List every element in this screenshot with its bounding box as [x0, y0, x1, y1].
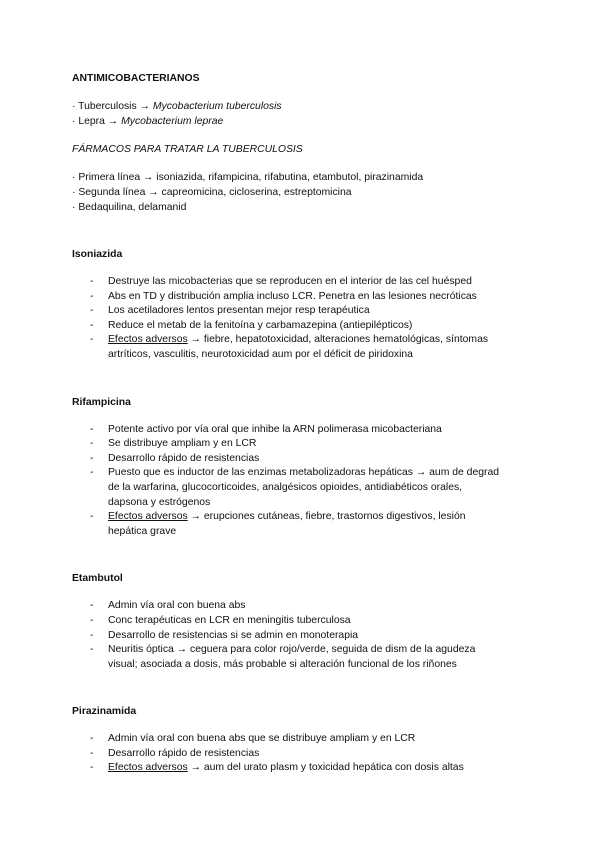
item-text: Se distribuye ampliam y en LCR	[108, 438, 257, 450]
list-item	[72, 466, 532, 510]
list-item	[72, 275, 532, 290]
effects-label: Efectos adversos	[108, 762, 188, 774]
dash-bullet: -	[90, 452, 94, 464]
list-item	[72, 599, 532, 614]
organism-line-tuberculosis	[72, 99, 532, 114]
organism-prefix: · Lepra →	[72, 116, 122, 127]
item-text: → aum del urato plasm y toxicidad hepática con dosis altas	[187, 762, 464, 774]
drug-heading-pirazinamida: Pirazinamida	[72, 706, 137, 718]
dash-bullet: -	[90, 644, 94, 656]
list-item	[72, 304, 532, 319]
effects-label: Efectos adversos	[108, 511, 188, 523]
item-text-cont: visual; asociada a dosis, más probable si alteración funcional de los riñones	[108, 658, 457, 670]
drug-list-rifampicina	[72, 423, 532, 540]
dash-bullet: -	[90, 276, 94, 287]
list-item	[72, 319, 532, 334]
item-text: Desarrollo rápido de resistencias	[108, 747, 260, 759]
list-item	[72, 761, 532, 776]
drug-heading-isoniazida: Isoniazida	[72, 249, 123, 260]
list-item	[72, 614, 532, 629]
item-text: Reduce el metab de la fenitoína y carbamazepina (antiepilépticos)	[108, 319, 413, 331]
section-subtitle: FÁRMACOS PARA TRATAR LA TUBERCULOSIS	[72, 144, 303, 155]
item-text: Destruye las micobacterias que se reproducen en el interior de las cel huésped	[108, 276, 472, 287]
dash-bullet: -	[90, 423, 94, 435]
organism-line-lepra	[72, 114, 532, 129]
dash-bullet: -	[90, 319, 94, 331]
item-text: Abs en TD y distribución amplia incluso LCR. Penetra en las lesiones necróticas	[108, 290, 477, 302]
organism-name: Mycobacterium tuberculosis	[152, 101, 282, 112]
dash-bullet: -	[90, 511, 94, 523]
item-text: Desarrollo rápido de resistencias	[108, 452, 260, 464]
item-text: Admin vía oral con buena abs	[108, 600, 246, 612]
drug-heading-rifampicina: Rifampicina	[72, 396, 131, 408]
list-item	[72, 437, 532, 452]
item-text-cont: de la warfarina, glucocorticoides, analgésicos opioides, antidiabéticos orales,	[108, 481, 463, 493]
drug-list-etambutol	[72, 599, 532, 672]
drug-list-isoniazida	[72, 275, 532, 363]
drug-list-pirazinamida	[72, 732, 532, 776]
item-text-cont: dapsona y estrógenos	[108, 496, 211, 508]
item-text: Potente activo por vía oral que inhibe la ARN polimerasa micobacteriana	[108, 423, 442, 435]
drug-line-first: · Primera línea → isoniazida, rifampicina, rifabutina, etambutol, pirazinamida	[72, 172, 424, 183]
dash-bullet: -	[90, 438, 94, 450]
document-title: ANTIMICOBACTERIANOS	[72, 73, 200, 84]
drug-line-other: · Bedaquilina, delamanid	[72, 202, 187, 213]
dash-bullet: -	[90, 305, 94, 317]
organism-name: Mycobacterium leprae	[121, 116, 224, 127]
item-text: Los acetiladores lentos presentan mejor resp terapéutica	[108, 305, 370, 317]
dash-bullet: -	[90, 614, 94, 626]
item-text-cont: artríticos, vasculitis, neurotoxicidad aum por el déficit de piridoxina	[108, 348, 413, 360]
dash-bullet: -	[90, 747, 94, 759]
list-item	[72, 290, 532, 305]
dash-bullet: -	[90, 600, 94, 612]
list-item	[72, 643, 532, 672]
dash-bullet: -	[90, 290, 94, 302]
drug-line-second: · Segunda línea → capreomicina, cicloserina, estreptomicina	[72, 187, 352, 198]
dash-bullet: -	[90, 334, 94, 346]
item-text: Conc terapéuticas en LCR en meningitis tuberculosa	[108, 614, 351, 626]
item-text: Neuritis óptica → ceguera para color rojo/verde, seguida de dism de la agudeza	[108, 644, 476, 656]
item-text: Puesto que es inductor de las enzimas metabolizadoras hepáticas → aum de degrad	[108, 467, 500, 479]
item-text-cont: hepática grave	[108, 525, 177, 537]
organism-prefix: · Tuberculosis →	[72, 101, 153, 112]
drug-heading-etambutol: Etambutol	[72, 573, 123, 585]
item-text: Admin vía oral con buena abs que se distribuye ampliam y en LCR	[108, 733, 416, 745]
list-item	[72, 452, 532, 467]
list-item	[72, 732, 532, 747]
dash-bullet: -	[90, 467, 94, 479]
list-item	[72, 333, 532, 362]
item-text: Desarrollo de resistencias si se admin en monoterapia	[108, 629, 359, 641]
item-text: → erupciones cutáneas, fiebre, trastornos digestivos, lesión	[187, 511, 466, 523]
effects-label: Efectos adversos	[108, 334, 188, 346]
dash-bullet: -	[90, 762, 94, 774]
document-page	[72, 71, 532, 776]
list-item	[72, 629, 532, 644]
list-item	[72, 423, 532, 438]
list-item	[72, 510, 532, 539]
dash-bullet: -	[90, 733, 94, 745]
list-item	[72, 747, 532, 762]
item-text: → fiebre, hepatotoxicidad, alteraciones hematológicas, síntomas	[187, 334, 489, 346]
dash-bullet: -	[90, 629, 94, 641]
